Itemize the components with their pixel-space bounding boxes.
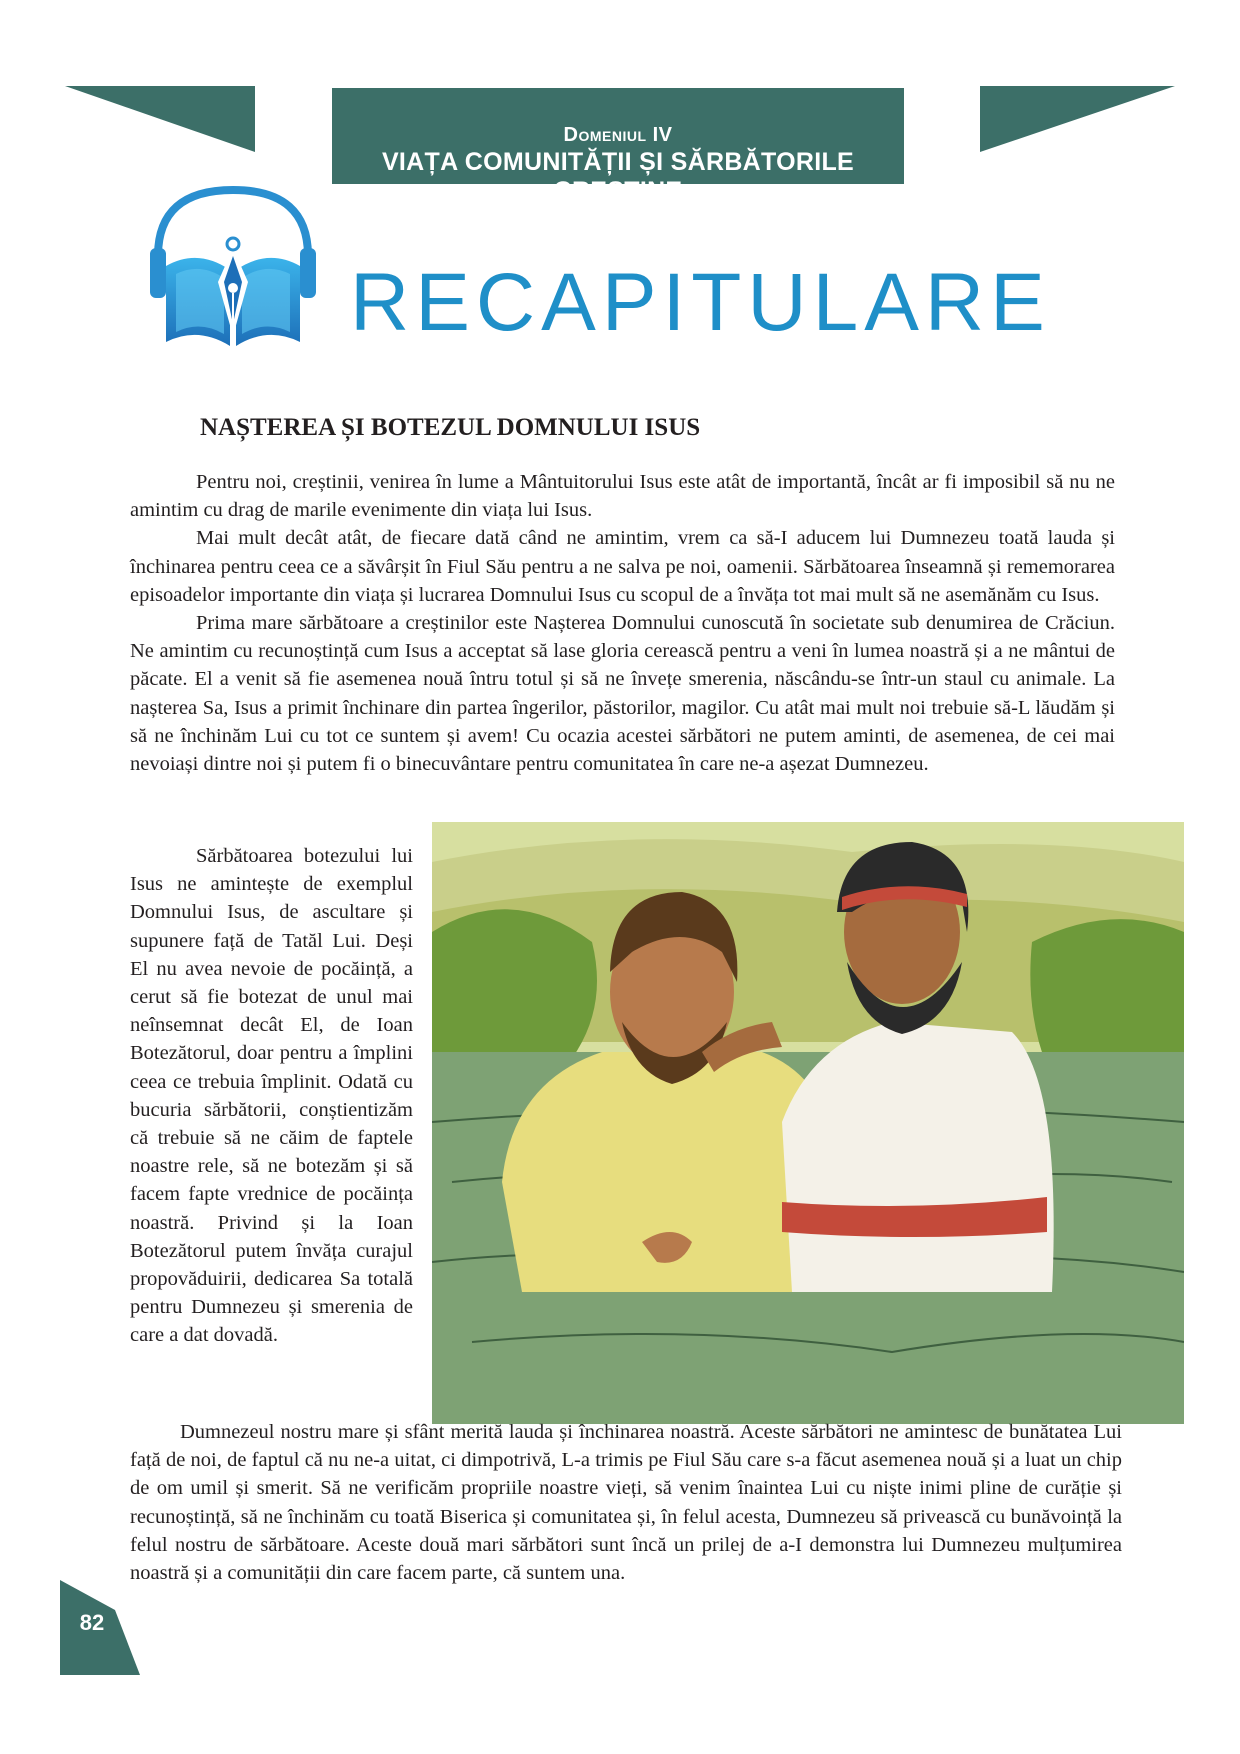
paragraph: Prima mare sărbătoare a creștinilor este Nașterea Domnului cunoscută în societate sub denumirea de Crăciun. Ne amintim cu recunoștință cum Isus a acceptat să lase gloria cerească pentru a veni în lumea noastră și a ne mântui de păcate. El a venit să fie asemenea nouă întru totul și să ne învețe smerenia, născându-se într-un staul cu animale. La nașterea Sa, Isus a primit închinare din partea îngerilor, păstorilor, magilor. Cu atât mai mult noi trebuie să-L lăudăm și să ne închinăm Lui cu tot ce suntem și avem! Cu ocazia acestei sărbători ne putem aminti, de asemenea, de cei mai nevoiași dintre noi și putem fi o binecuvântare pentru comunitatea în care ne-a așezat Dumnezeu.: [130, 612, 1115, 776]
header-ribbon-left: [65, 86, 255, 152]
paragraph: Mai mult decât atât, de fiecare dată când ne amintim, vrem ca să-I aducem lui Dumnezeu toată lauda și închinarea pentru ceea ce a săvârșit în Fiul Său pentru a ne salva pe noi, oamenii. Sărbătoarea înseamnă și rememorarea episoadelor importante din viața și lucrarea Domnului Isus cu scopul de a învăța tot mai mult să ne asemănăm cu Isus.: [130, 527, 1115, 606]
domain-label: [332, 124, 904, 147]
section-title: NAȘTEREA ȘI BOTEZUL DOMNULUI ISUS: [200, 414, 701, 441]
baptism-of-jesus-illustration: [432, 822, 1184, 1424]
paragraph: Pentru noi, creștinii, venirea în lume a Mântuitorului Isus este atât de importantă, încât ar fi imposibil să nu ne amintim cu drag de marile evenimente din viața lui Isus.: [130, 471, 1115, 522]
baptism-text: [130, 842, 413, 1350]
closing-text: [130, 1418, 1122, 1587]
domain-title: VIAȚA COMUNITĂȚII ȘI SĂRBĂTORILE CREȘTINE: [381, 148, 855, 205]
paragraph: Dumnezeul nostru mare și sfânt merită lauda și închinarea noastră. Aceste sărbători ne amintesc de bunătatea Lui față de noi, de faptul că nu ne-a uitat, ci dimpotrivă, L-a trimis pe Fiul Său care s-a făcut asemenea nouă și a luat un chip de om umil și smerit. Să ne verificăm propriile noastre vieți, să venim înaintea Lui cu niște inimi pline de curăție și recunoștință, să ne închinăm cu toată Biserica și comunitatea și, în felul acesta, Dumnezeu să privească cu bunăvoință la felul nostru de sărbătoare. Aceste două mari sărbători sunt încă un prilej de a-I demonstra lui Dumnezeu mulțumirea noastră și a comunității din care facem parte, că suntem una.: [130, 1421, 1122, 1585]
domain-numeral: IV: [652, 124, 673, 146]
audio-book-pen-icon: [148, 186, 318, 354]
intro-text: [130, 468, 1115, 778]
domain-word: Domeniul: [563, 124, 647, 146]
paragraph: Sărbătoarea botezului lui Isus ne amintește de exemplul Domnului Isus, de ascultare și supunere față de Tatăl Lui. Deși El nu avea nevoie de pocăință, a cerut să fie botezat de unul mai neînsemnat decât El, de Ioan Botezătorul, doar pentru a împlini ceea ce trebuia împlinit. Odată cu bucuria sărbătorii, conștientizăm că trebuie să ne căim de faptele noastre rele, să ne botezăm și să facem fapte vrednice de pocăința noastră. Privind și la Ioan Botezătorul putem învăța curajul propovăduirii, dedicarea Sa totală pentru Dumnezeu și smerenia de care a dat dovadă.: [130, 845, 413, 1347]
page-heading: RECAPITULARE: [350, 257, 1051, 348]
header-ribbon-right: [980, 86, 1175, 152]
page-number: 82: [79, 1610, 105, 1635]
domain-header: [332, 88, 904, 205]
